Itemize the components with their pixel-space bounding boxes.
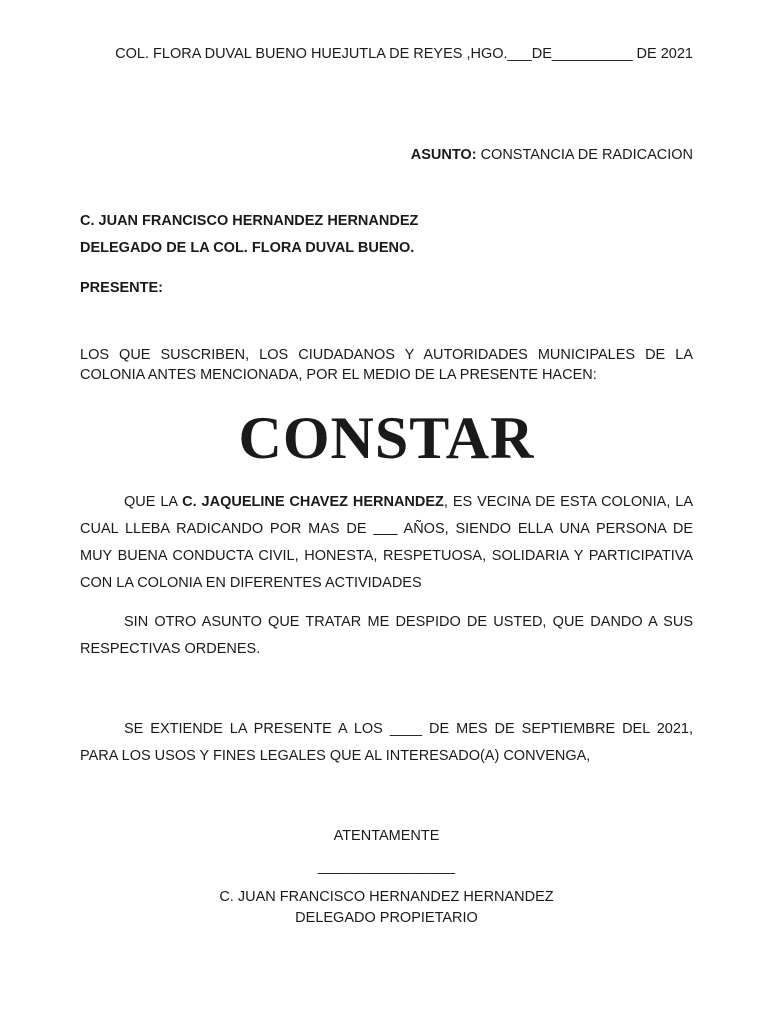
intro-paragraph: LOS QUE SUSCRIBEN, LOS CIUDADANOS Y AUTORIDADES MUNICIPALES DE LA COLONIA ANTES MENCIONADA, POR EL MEDIO DE LA PRESENTE HACEN:	[80, 347, 693, 383]
greeting-text: PRESENTE:	[80, 280, 163, 296]
subject-text: CONSTANCIA DE RADICACION	[476, 147, 693, 163]
signature-block	[80, 827, 693, 927]
signature-line: _________________	[317, 859, 456, 875]
closing-text: ATENTAMENTE	[333, 828, 440, 844]
location-date-line	[80, 45, 693, 63]
signer-title: DELEGADO PROPIETARIO	[295, 910, 478, 926]
signer-name: C. JUAN FRANCISCO HERNANDEZ HERNANDEZ	[219, 889, 554, 905]
recipient-name: C. JUAN FRANCISCO HERNANDEZ HERNANDEZ	[80, 213, 419, 229]
p1-suffix: AÑOS, SIENDO ELLA UNA PERSONA DE MUY BUENA CONDUCTA CIVIL, HONESTA, RESPETUOSA, SOLIDARIA Y PARTICIPATIVA CON LA COLONIA EN DIFERENTES ACTIVIDADES	[80, 521, 693, 591]
document-heading: CONSTAR	[238, 405, 535, 471]
p1-mid: , ES VECINA DE ESTA COLONIA, LA CUAL LLEBA RADICANDO POR MAS DE	[80, 494, 693, 537]
greeting	[80, 279, 693, 297]
resident-name: C. JAQUELINE CHAVEZ HERNANDEZ	[182, 494, 444, 510]
body-paragraph-2: SIN OTRO ASUNTO QUE TRATAR ME DESPIDO DE USTED, QUE DANDO A SUS RESPECTIVAS ORDENES.	[80, 614, 693, 657]
years-blank: ___	[373, 521, 398, 537]
location-date-text: COL. FLORA DUVAL BUENO HUEJUTLA DE REYES ,HGO.___DE__________ DE 2021	[115, 46, 693, 62]
recipient-block	[80, 212, 693, 257]
body-paragraph-1	[80, 489, 693, 597]
subject-label: ASUNTO:	[410, 147, 477, 163]
p1-prefix: QUE LA	[124, 494, 183, 510]
subject-line	[80, 146, 693, 164]
body-paragraph-3: SE EXTIENDE LA PRESENTE A LOS ____ DE MES DE SEPTIEMBRE DEL 2021, PARA LOS USOS Y FINES LEGALES QUE AL INTERESADO(A) CONVENGA,	[80, 721, 693, 764]
recipient-position: DELEGADO DE LA COL. FLORA DUVAL BUENO.	[80, 240, 415, 256]
